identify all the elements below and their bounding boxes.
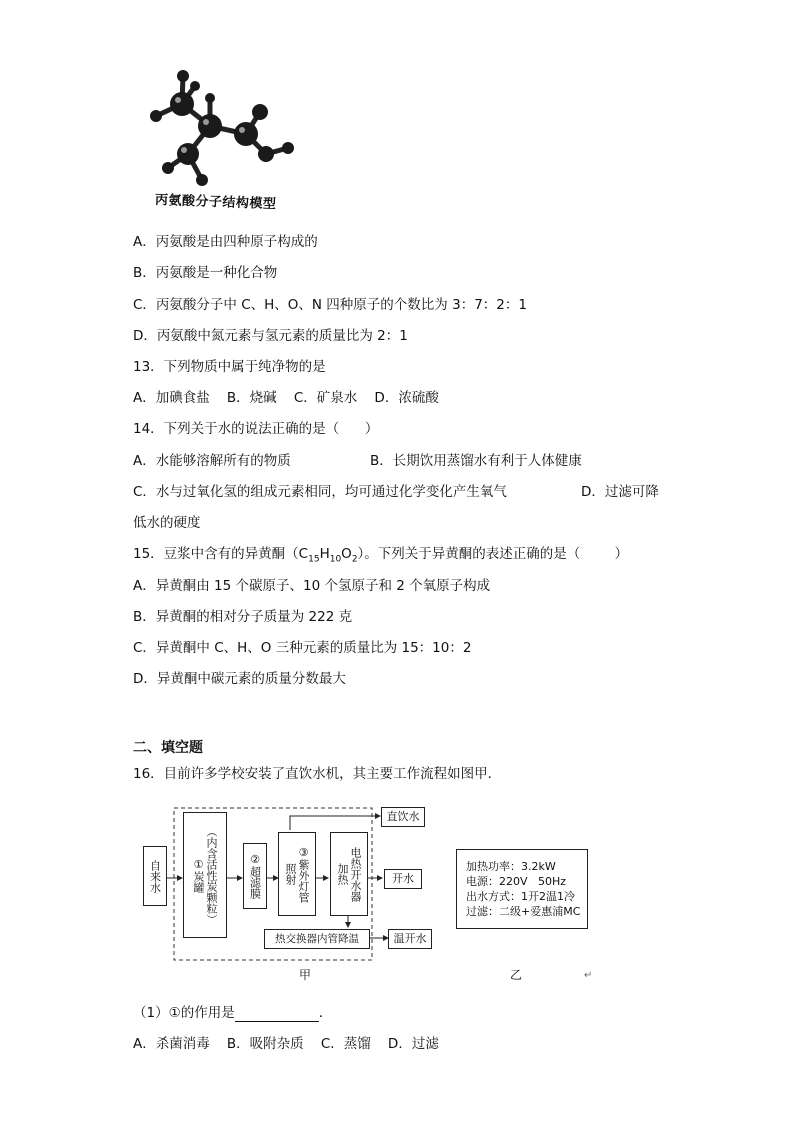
spec-power: 加热功率：3.2kW xyxy=(466,860,556,873)
uv-lamp-box xyxy=(278,832,316,916)
return-mark-icon: ↵ xyxy=(584,970,593,981)
q14-option-c: C．水与过氧化氢的组成元素相同，均可通过化学变化产生氧气 xyxy=(133,484,507,500)
q12-option-c: C．丙氨酸分子中 C、H、O、N 四种原子的个数比为 3：7：2：1 xyxy=(133,297,527,313)
q15-option-a: A．异黄酮由 15 个碳原子、10 个氢原子和 2 个氧原子构成 xyxy=(133,578,491,594)
spec-outlet: 出水方式：1开2温1冷 xyxy=(466,890,575,903)
section-title: 二、填空题 xyxy=(133,740,203,756)
direct-drink-box: 直饮水 xyxy=(381,807,425,827)
spec-plate xyxy=(456,849,588,929)
q12-option-a: A．丙氨酸是由四种原子构成的 xyxy=(133,234,318,250)
q12-option-b: B．丙氨酸是一种化合物 xyxy=(133,265,278,281)
q16-sub1-options: A．杀菌消毒 B．吸附杂质 C．蒸馏 D．过滤 xyxy=(133,1036,439,1052)
q13-stem: 13．下列物质中属于纯净物的是 xyxy=(133,359,326,375)
q15-option-d: D．异黄酮中碳元素的质量分数最大 xyxy=(133,671,346,687)
q14-option-d-cont: 低水的硬度 xyxy=(133,515,201,531)
tap-water-box: 自来水 xyxy=(143,846,167,906)
carbon-tank-label: ①炭罐 xyxy=(192,857,205,893)
q14-option-d: D．过滤可降 xyxy=(581,484,659,500)
figure-label-yi: 乙 xyxy=(510,968,523,982)
carbon-tank-box xyxy=(183,812,227,938)
q14-option-a: A．水能够溶解所有的物质 xyxy=(133,453,291,469)
carbon-tank-note: （内含活性炭颗粒） xyxy=(205,825,218,925)
q15-option-c: C．异黄酮中 C、H、O 三种元素的质量比为 15：10：2 xyxy=(133,640,472,656)
figure-label-jia: 甲 xyxy=(299,968,312,982)
q14-stem: 14．下列关于水的说法正确的是（ ） xyxy=(133,421,379,437)
heat-exchanger-box: 热交换器内管降温 xyxy=(264,929,370,949)
q15-option-b: B．异黄酮的相对分子质量为 222 克 xyxy=(133,609,353,625)
answer-blank[interactable] xyxy=(235,1007,319,1022)
boiler-label: 电热开水器 xyxy=(349,846,362,902)
alanine-molecule-model xyxy=(140,66,310,196)
model-caption: 丙氨酸分子结构模型 xyxy=(154,192,277,213)
ultrafiltration-box: ②超滤膜 xyxy=(243,843,267,909)
q12-option-d: D．丙氨酸中氮元素与氢元素的质量比为 2：1 xyxy=(133,328,408,344)
warm-water-box: 温开水 xyxy=(388,929,432,949)
heating-label: 加热 xyxy=(336,863,349,885)
q16-stem: 16．目前许多学校安装了直饮水机，其主要工作流程如图甲． xyxy=(133,766,502,782)
spec-supply: 电源：220V 50Hz xyxy=(466,875,567,888)
electric-boiler-box xyxy=(330,832,368,916)
boiled-water-box: 开水 xyxy=(384,869,422,889)
q15-stem: 15．豆浆中含有的异黄酮$(C_{15}H_{10}O_2)$。下列关于异黄酮的表述正确的是（ ） xyxy=(133,546,629,565)
spec-filter: 过滤：二级+爱惠浦MC xyxy=(466,905,581,918)
q16-sub1: （1）①的作用是 ． xyxy=(133,1005,333,1021)
uv-irradiate-label: 照射 xyxy=(284,863,297,885)
q13-options: A．加碘食盐 B．烧碱 C．矿泉水 D．浓硫酸 xyxy=(133,390,439,406)
q14-option-b: B．长期饮用蒸馏水有利于人体健康 xyxy=(370,453,582,469)
uv-lamp-label: ③紫外灯管 xyxy=(297,845,310,903)
